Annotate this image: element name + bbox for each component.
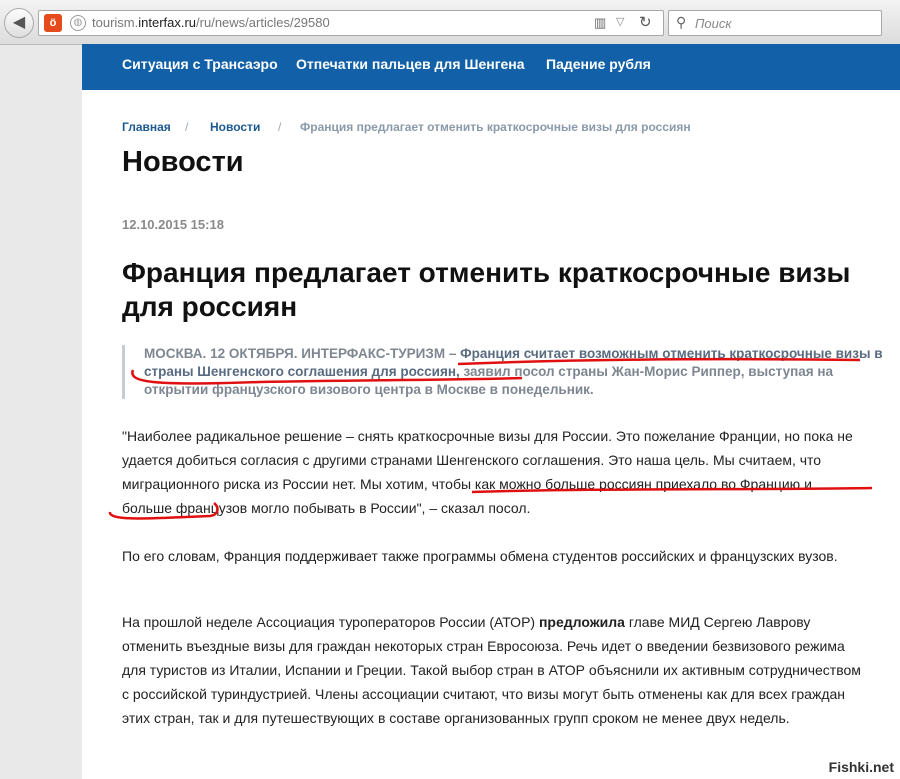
address-bar[interactable]	[38, 10, 664, 36]
search-placeholder: Поиск	[695, 16, 732, 31]
search-input[interactable]	[668, 10, 882, 36]
watermark-logo: Fishki.net	[828, 759, 894, 775]
url-domain: interfax.ru	[138, 15, 197, 30]
reader-view-icon[interactable]: ▥	[594, 15, 607, 30]
back-button[interactable]	[4, 8, 34, 38]
article-date: 12.10.2015 15:18	[122, 217, 224, 232]
history-dropdown-icon[interactable]: ▽	[616, 16, 625, 28]
breadcrumb-separator: /	[278, 120, 282, 134]
browser-toolbar	[0, 0, 900, 45]
article-paragraph-3	[122, 610, 862, 730]
lead-highlight: Франция считает возможным отменить краткосрочные визы в страны Шенгенского соглашения для россиян,	[144, 346, 883, 379]
article-headline: Франция предлагает отменить краткосрочные визы для россиян	[122, 257, 851, 322]
breadcrumb-current: Франция предлагает отменить краткосрочные визы для россиян	[300, 120, 691, 134]
back-icon: ◀	[12, 14, 26, 31]
main-content	[82, 90, 900, 779]
lead-source: МОСКВА. 12 ОКТЯБРЯ. ИНТЕРФАКС-ТУРИЗМ –	[144, 346, 461, 361]
p3-link-proposed[interactable]: предложила	[538, 614, 625, 630]
p3-text-b: главе МИД Сергею Лаврову отменить въездные визы для граждан некоторых стран Евросоюза. Речь идет о введении безвизового режима для туристов из Италии, Испании и Греции. Такой выбор стран в АТОР объяснили их активным сотрудничеством с российской туриндустрией. Члены ассоциации считают, что визы могут быть отменены как для всех граждан этих стран, так и для путешествующих в составе организованных групп сроком не менее двух недель.	[122, 614, 861, 726]
article-paragraph-2: По его словам, Франция поддерживает также программы обмена студентов российских и французских вузов.	[122, 548, 838, 564]
topnav-item-fingerprints[interactable]: Отпечатки пальцев для Шенгена	[296, 56, 525, 72]
site-favicon-icon: ö	[44, 14, 62, 32]
globe-icon: ◍	[70, 15, 86, 31]
breadcrumb-separator: /	[185, 120, 189, 134]
page-title: Новости	[122, 146, 244, 178]
breadcrumb-home[interactable]: Главная	[122, 120, 171, 134]
topnav-item-ruble[interactable]: Падение рубля	[546, 56, 651, 72]
article-paragraph-quote: "Наиболее радикальное решение – снять краткосрочные визы для России. Это пожелание Франции, но пока не удается добиться согласия с другими странами Шенгенского соглашения. Это наша цель. Мы считаем, что миграционного риска из России нет. Мы хотим, чтобы как можно больше россиян приехало во Францию и больше французов могло побывать в России", – сказал посол.	[122, 428, 853, 516]
url-path: /ru/news/articles/29580	[196, 15, 330, 30]
url-text	[92, 15, 330, 30]
topnav-item-transaero[interactable]: Ситуация с Трансаэро	[122, 56, 278, 72]
url-prefix: tourism.	[92, 15, 139, 30]
article-lead	[122, 345, 884, 399]
search-icon: ⚲	[676, 14, 687, 30]
breadcrumb-news[interactable]: Новости	[210, 120, 261, 134]
p3-text-a: На прошлой неделе Ассоциация туроператоров России (АТОР)	[122, 614, 539, 630]
reload-icon[interactable]: ↻	[639, 14, 652, 31]
lead-rest: заявил посол страны Жан-Морис Риппер, выступая на открытии французского визового центра в Москве в понедельник.	[144, 364, 834, 397]
site-topnav	[82, 44, 900, 90]
